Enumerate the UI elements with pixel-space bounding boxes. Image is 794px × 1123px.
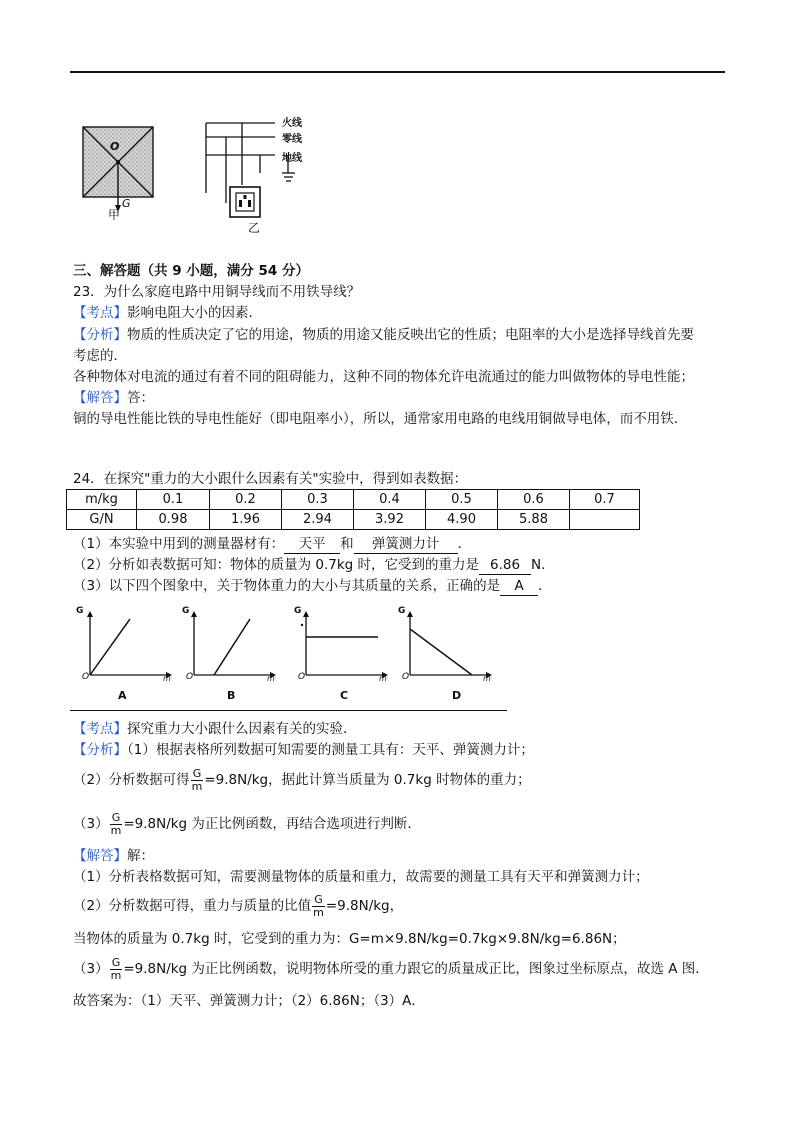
- live-wire-label: 火线: [282, 118, 302, 129]
- graphs-abcd: [70, 603, 510, 708]
- neutral-wire-label: 零线: [282, 134, 302, 145]
- q24-question: 24．在探究"重力的大小跟什么因素有关"实验中，得到如表数据：: [73, 471, 468, 487]
- q24-jieda: 【解答】解：: [73, 848, 154, 864]
- section-heading: 三、解答题（共 9 小题，满分 54 分）: [73, 263, 309, 279]
- graph-d-caption: D: [452, 689, 462, 702]
- kaodian-tag: 【考点】: [73, 305, 127, 321]
- fraction-g-over-m: $\frac{G}{m}$: [110, 810, 122, 837]
- q24-sub2: （2）分析如表数据可知：物体的质量为 0.7kg 时，它受到的重力是 6.86 N．: [73, 557, 555, 573]
- graph-b-o-label: O: [186, 672, 194, 682]
- q24-sub1: （1）本实验中用到的测量器材有： 天平 和 弹簧测力计 ．: [73, 536, 472, 552]
- q24-jieda-3: 当物体的质量为 0.7kg 时，它受到的重力为：G=m×9.8N/kg=0.7kg×9.8N/kg=6.86N；: [73, 931, 626, 947]
- q24-fenxi: 【分析】（1）根据表格所列数据可知需要的测量工具有：天平、弹簧测力计；: [73, 742, 534, 758]
- fenxi-tag: 【分析】: [73, 327, 127, 343]
- table-cell: 0.1: [137, 490, 210, 510]
- q23-fenxi-3: 各种物体对电流的通过有着不同的阻碍能力，这种不同的物体允许电流通过的能力叫做物体的导电性能；: [73, 369, 694, 385]
- table-cell: 1.96: [210, 510, 282, 530]
- table-cell: [570, 510, 640, 530]
- graph-a-g-label: G: [76, 606, 84, 616]
- table-cell: 0.4: [354, 490, 426, 510]
- table-cell: 0.2: [210, 490, 282, 510]
- graph-c-m-label: m: [379, 674, 387, 683]
- table-cell: 0.5: [426, 490, 498, 510]
- graph-c: [301, 611, 388, 678]
- graph-d-o-label: O: [402, 672, 410, 682]
- jieda-tag: 【解答】: [73, 390, 127, 406]
- table-cell: 0.98: [137, 510, 210, 530]
- graph-b: [191, 611, 276, 678]
- graph-a-line: [90, 619, 130, 675]
- jia-o-label: O: [110, 140, 120, 153]
- jia-g-label: G: [122, 197, 131, 210]
- graph-c-caption: C: [340, 689, 349, 702]
- graph-a: [87, 611, 172, 678]
- table-cell: 0.3: [282, 490, 354, 510]
- table-cell: 0.7: [570, 490, 640, 510]
- q24-fenxi-3: （3） $\frac{G}{m}$ =9.8N/kg 为正比例函数，再结合选项进行判断．: [73, 810, 421, 837]
- q24-fenxi-2: （2）分析数据可得 $\frac{G}{m}$ =9.8N/kg，据此计算当质量为 0.7kg 时物体的重力；: [73, 766, 531, 793]
- q24-kaodian: 【考点】探究重力大小跟什么因素有关的实验．: [73, 721, 357, 737]
- table-cell: m/kg: [67, 490, 137, 510]
- graph-rule: [70, 710, 507, 711]
- ground-wire-label: 地线: [282, 153, 302, 164]
- graph-d-m-label: m: [483, 674, 491, 683]
- q23-kaodian: 【考点】影响电阻大小的因素．: [73, 305, 262, 321]
- figure-yi-circuit: [200, 103, 320, 233]
- q24-final-answer: 故答案为：（1）天平、弹簧测力计；（2）6.86N；（3）A．: [73, 993, 425, 1009]
- answer-blank: A: [500, 577, 538, 596]
- graph-b-g-label: G: [182, 606, 190, 616]
- fraction-g-over-m: $\frac{G}{m}$: [313, 892, 324, 919]
- graph-a-o-label: O: [82, 672, 90, 682]
- graph-c-g-label: G: [294, 606, 302, 616]
- table-cell: 2.94: [282, 510, 354, 530]
- fenxi-tag: 【分析】: [73, 742, 127, 758]
- q24-jieda-4: （3） $\frac{G}{m}$ =9.8N/kg 为正比例函数，说明物体所受的重力跟它的质量成正比，图象过坐标原点，故选 A 图．: [73, 955, 709, 982]
- q24-sub3: （3）以下四个图象中，关于物体重力的大小与其质量的关系，正确的是 A ．: [73, 578, 552, 594]
- graph-b-m-label: m: [267, 674, 275, 683]
- jia-caption: 甲: [108, 208, 121, 222]
- q23-question: 23．为什么家庭电路中用铜导线而不用铁导线？: [73, 284, 361, 300]
- table-cell: 5.88: [498, 510, 570, 530]
- table-cell: 3.92: [354, 510, 426, 530]
- graph-d-line: [410, 629, 472, 675]
- kaodian-tag: 【考点】: [73, 721, 127, 737]
- q23-jieda-text: 铜的导电性能比铁的导电性能好（即电阻率小），所以，通常家用电路的电线用铜做导电体，而不用铁．: [73, 411, 688, 427]
- q23-fenxi: 【分析】物质的性质决定了它的用途，物质的用途又能反映出它的性质；电阻率的大小是选择导线首先要: [73, 327, 694, 343]
- table-row: [67, 510, 640, 530]
- graph-d-g-label: G: [398, 606, 406, 616]
- graph-a-m-label: m: [163, 674, 171, 683]
- table-cell: G/N: [67, 510, 137, 530]
- q23-jieda: 【解答】答：: [73, 390, 154, 406]
- answer-blank: 天平: [284, 535, 340, 554]
- graph-b-caption: B: [227, 689, 236, 702]
- graph-d: [407, 611, 492, 678]
- answer-blank: 6.86: [479, 556, 531, 575]
- q24-jieda-1: （1）分析表格数据可知，需要测量物体的质量和重力，故需要的测量工具有天平和弹簧测力计；: [73, 869, 649, 885]
- answer-blank: 弹簧测力计: [354, 535, 458, 554]
- table-cell: 4.90: [426, 510, 498, 530]
- fraction-g-over-m: $\frac{G}{m}$: [191, 766, 203, 793]
- graph-a-caption: A: [118, 689, 127, 702]
- table-row: [67, 490, 640, 510]
- q24-jieda-2: （2）分析数据可得，重力与质量的比值 $\frac{G}{m}$ =9.8N/kg，: [73, 892, 404, 919]
- header-rule: [70, 71, 725, 73]
- graph-c-o-label: O: [298, 672, 306, 682]
- data-table: [66, 489, 640, 530]
- yi-caption: 乙: [248, 221, 261, 235]
- fraction-g-over-m: $\frac{G}{m}$: [110, 955, 122, 982]
- jieda-tag: 【解答】: [73, 848, 127, 864]
- q23-fenxi-2: 考虑的．: [73, 348, 127, 364]
- table-cell: 0.6: [498, 490, 570, 510]
- graph-b-line: [214, 619, 250, 675]
